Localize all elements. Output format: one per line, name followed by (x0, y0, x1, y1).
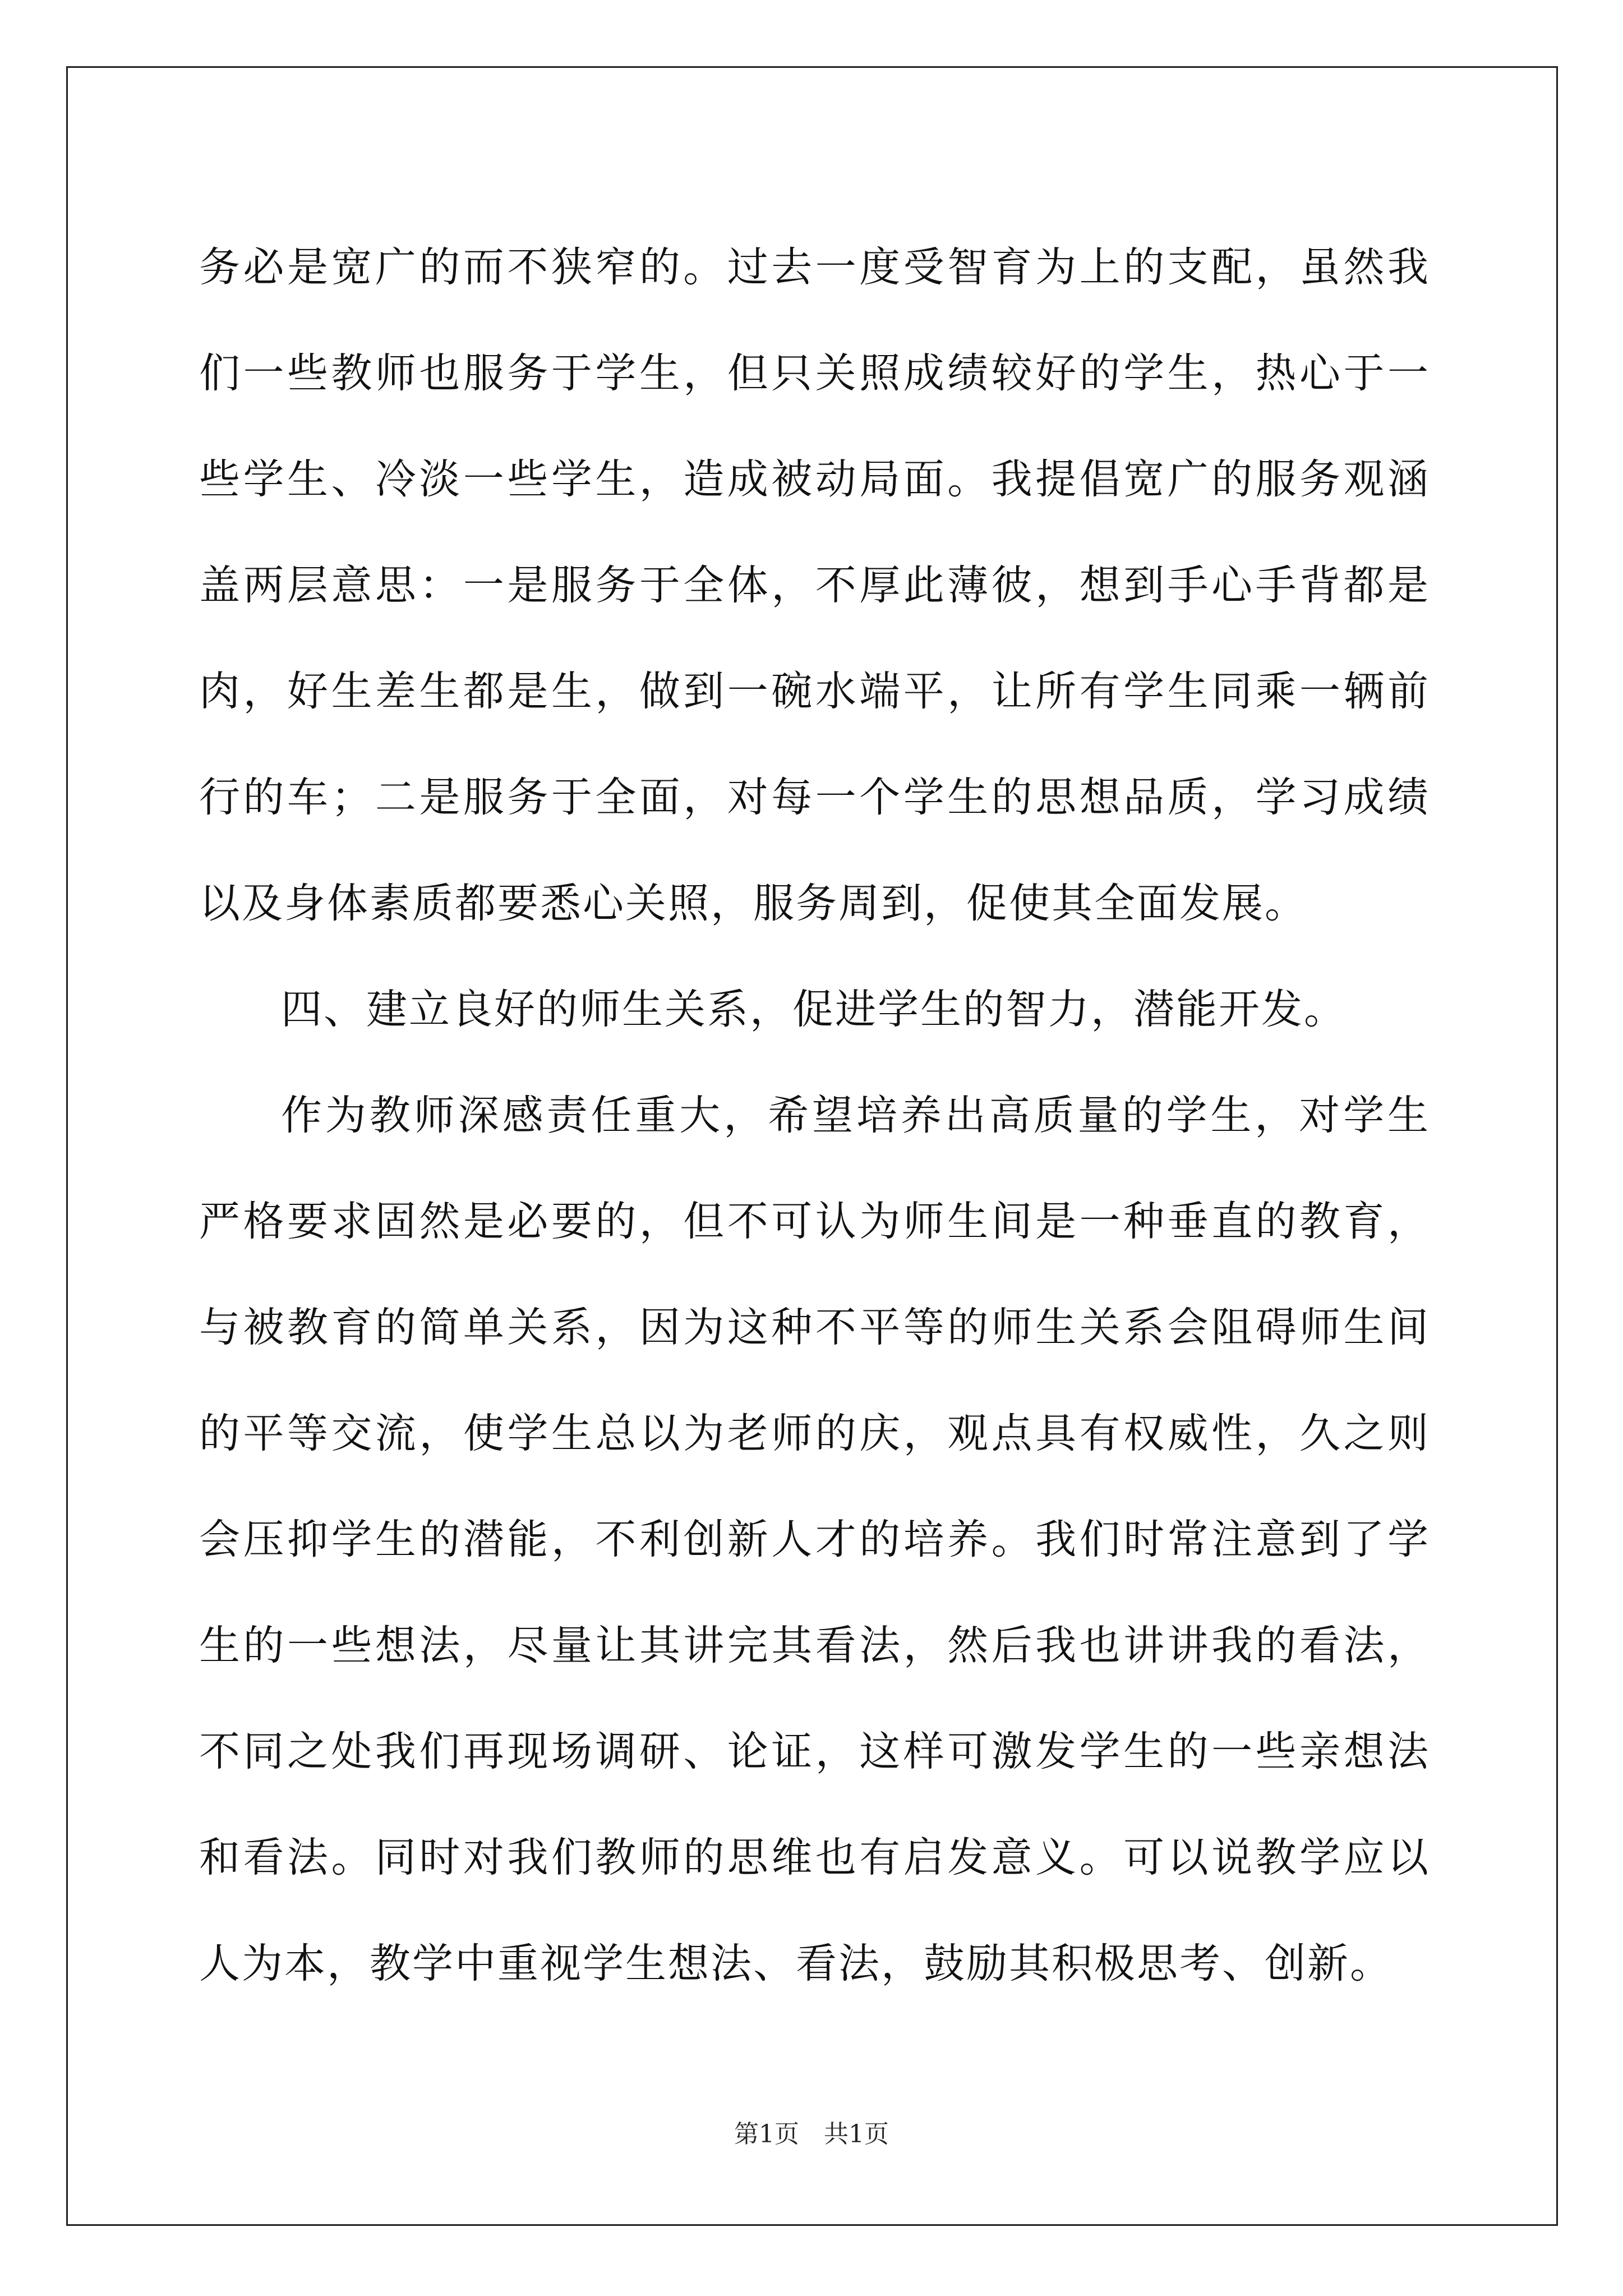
paragraph-2-heading: 四、建立良好的师生关系，促进学生的智力，潜能开发。 (281, 986, 1347, 1033)
document-body (199, 214, 1430, 2017)
page-number: 第1页 (734, 2120, 799, 2148)
page-footer (0, 2114, 1623, 2150)
page-total: 共1页 (824, 2120, 889, 2148)
paragraph-1: 务必是宽广的而不狭窄的。过去一度受智育为上的支配，虽然我们一些教师也服务于学生，但只关照成绩较好的学生，热心于一些学生、冷淡一些学生，造成被动局面。我提倡宽广的服务观涵盖两层意思：一是服务于全体，不厚此薄彼，想到手心手背都是肉，好生差生都是生，做到一碗水端平，让所有学生同乘一辆前行的车；二是服务于全面，对每一个学生的思想品质，学习成绩以及身体素质都要悉心关照，服务周到，促使其全面发展。 (199, 243, 1430, 927)
paragraph-3: 作为教师深感责任重大，希望培养出高质量的学生，对学生严格要求固然是必要的，但不可认为师生间是一种垂直的教育，与被教育的简单关系，因为这种不平等的师生关系会阻碍师生间的平等交流，使学生总以为老师的庆，观点具有权威性，久之则会压抑学生的潜能，不利创新人才的培养。我们时常注意到了学生的一些想法，尽量让其讲完其看法，然后我也讲讲我的看法，不同之处我们再现场调研、论证，这样可激发学生的一些亲想法和看法。同时对我们教师的思维也有启发意义。可以说教学应以人为本，教学中重视学生想法、看法，鼓励其积极思考、创新。 (199, 1092, 1430, 1987)
